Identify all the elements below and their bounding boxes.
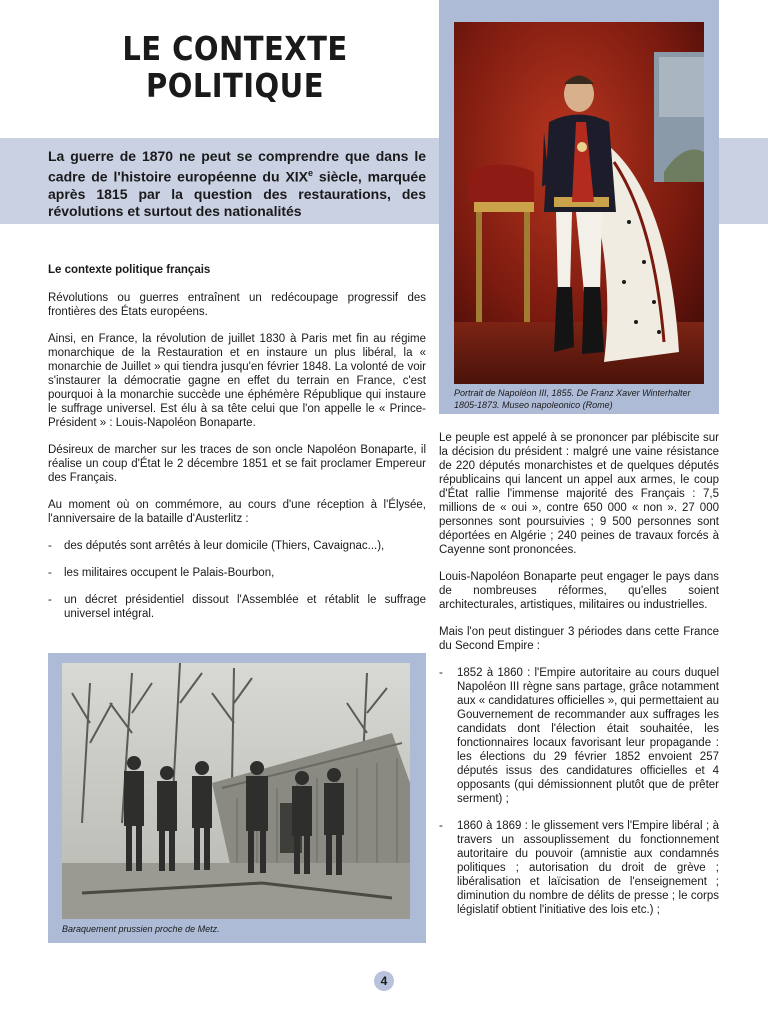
intro-lead	[48, 148, 426, 220]
list-item: - 1852 à 1860 : l'Empire autoritaire au cours duquel Napoléon III règne sans partage, grâce notamment aux « candidatures officielles », qui permettaient au Gouvernement de recommander aux suffrages les candidats dont l'élection était souhaitée, les fonctionnaires locaux favorisant leur propagande : les élections du 29 février 1852 envoient 257 députés issus des candidatures officielles et 4 opposants (qui démissionnent plutôt que de prêter serment) ;	[439, 666, 719, 806]
title-line-1: LE CONTEXTE	[122, 29, 348, 68]
left-column	[48, 263, 426, 634]
portrait-panel	[439, 0, 719, 414]
left-paragraph: Désireux de marcher sur les traces de son oncle Napoléon Bonaparte, il réalise un coup d'État le 2 décembre 1851 et se fait proclamer Empereur des Français.	[48, 444, 426, 484]
left-paragraph: Ainsi, en France, la révolution de juillet 1830 à Paris met fin au régime monarchique de la Restauration et en instaure un plus libéral, la « monarchie de Juillet » qui tiendra jusqu'en février 1848. La volonté de voir s'instaurer la démocratie gagne en effet du terrain en France, c'est pourquoi à la monarchie succède une éphémère République qui instaure le suffrage universel. Est élu à sa tête celui que l'on appelle le « Prince-Président » : Louis-Napoléon Bonaparte.	[48, 333, 426, 429]
right-column	[439, 431, 719, 930]
right-paragraph: Le peuple est appelé à se prononcer par plébiscite sur la décision du président : malgré une vaine résistance de 220 députés monarchistes et de quelques députés républicains qui lancent un appel aux armes, le coup d'État rallie l'immense majorité des Français : 7,5 millions de « oui », contre 650 000 « non ». 27 000 personnes sont poursuivies ; 9 500 personnes sont déportées en Algérie ; 240 peines de travaux forcés à Cayenne sont prononcées.	[439, 432, 719, 556]
portrait-caption: Portrait de Napoléon III, 1855. De Franz Xaver Winterhalter 1805-1873. Museo napoleonico (Rome)	[454, 388, 691, 410]
right-paragraph: Louis-Napoléon Bonaparte peut engager le pays dans de nombreuses réformes, qu'elles soient architecturales, artistiques, militaires ou industrielles.	[439, 571, 719, 611]
section-heading: Le contexte politique français	[48, 264, 211, 276]
intro-text-b: siècle, marquée après 1815 par la question des restaurations, des révolutions et surtout des nationalités	[48, 168, 427, 219]
coup-list	[48, 539, 426, 621]
photo-panel	[48, 653, 426, 943]
intro-text-a: La guerre de 1870 ne peut se comprendre que dans le cadre de l'histoire européenne du XIX	[48, 148, 426, 185]
intro-sup: e	[308, 168, 314, 178]
left-paragraph: Au moment où on commémore, au cours d'une réception à l'Élysée, l'anniversaire de la bataille d'Austerlitz :	[48, 499, 426, 525]
list-item: - un décret présidentiel dissout l'Assemblée et rétablit le suffrage universel intégral.	[48, 593, 426, 621]
photo-image	[62, 663, 410, 919]
title-line-2: POLITIQUE	[146, 66, 324, 105]
left-paragraph: Révolutions ou guerres entraînent un redécoupage progressif des frontières des États européens.	[48, 292, 426, 318]
page-title	[81, 30, 389, 104]
list-item: - 1860 à 1869 : le glissement vers l'Empire libéral ; à travers un assouplissement du fonctionnement autoritaire du pouvoir (amnistie aux condamnés politiques ; autorisation du droit de grève ; libéralisation et laïcisation de l'enseignement ; diminution du nombre de délits de presse ; le corps législatif obtient l'initiative des lois etc.) ;	[439, 819, 719, 917]
page-number: 4	[374, 971, 394, 991]
photo-caption: Baraquement prussien proche de Metz.	[62, 924, 220, 934]
right-paragraph: Mais l'on peut distinguer 3 périodes dans cette France du Second Empire :	[439, 626, 719, 652]
list-item: - des députés sont arrêtés à leur domicile (Thiers, Cavaignac...),	[48, 539, 426, 553]
portrait-image	[454, 22, 704, 384]
periods-list	[439, 666, 719, 917]
list-item: - les militaires occupent le Palais-Bourbon,	[48, 566, 426, 580]
